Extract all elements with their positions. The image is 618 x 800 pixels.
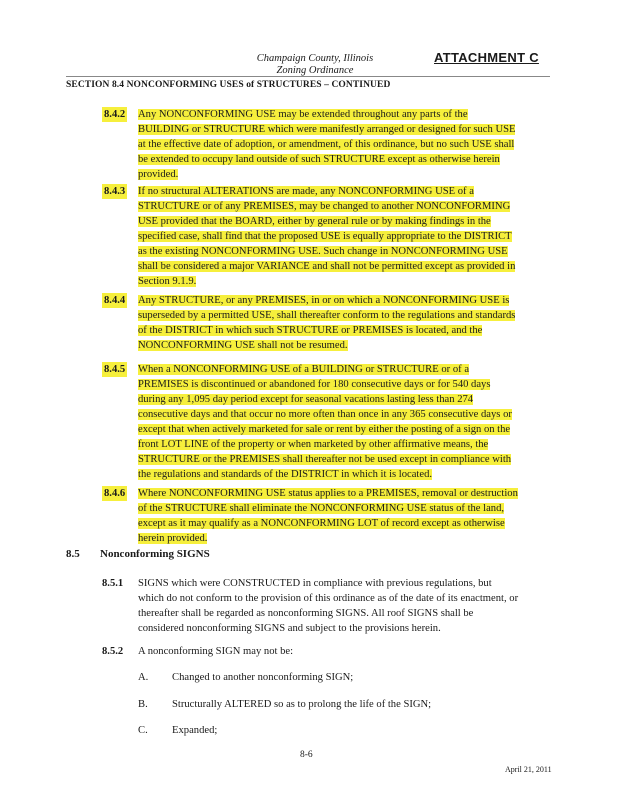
text-line: the regulations and standards of the DISTRICT in which it is located.: [138, 469, 433, 480]
text-line: Where NONCONFORMING USE status applies to a PREMISES, removal or destruction: [138, 488, 518, 499]
header-rule: [66, 76, 550, 77]
text-line: at the effective date of adoption, or amendment, of this ordinance, but no such USE shall: [138, 139, 515, 150]
text-line: consecutive days and that occur no more often than once in any 365 consecutive days or: [138, 409, 512, 420]
text-line: shall be considered a major VARIANCE and shall not be permitted except as provided in: [138, 261, 516, 272]
text-line: Section 9.1.9.: [138, 276, 197, 287]
section-number: 8.5: [66, 548, 80, 560]
text-line: STRUCTURE or the PREMISES shall thereafter not be used except in compliance with: [138, 454, 512, 465]
attachment-label: ATTACHMENT C: [434, 50, 539, 65]
text-line: of the STRUCTURE shall eliminate the NONCONFORMING USE status of the land,: [138, 503, 505, 514]
ordinance-name: Zoning Ordinance: [276, 65, 354, 76]
text-line: If no structural ALTERATIONS are made, any NONCONFORMING USE of a: [138, 186, 474, 197]
text-line: thereafter shall be regarded as nonconforming SIGNS. All roof SIGNS shall be: [138, 608, 474, 619]
paragraph-text: [138, 362, 558, 482]
list-text: Expanded;: [172, 725, 218, 736]
text-line: provided.: [138, 169, 179, 180]
text-line: considered nonconforming SIGNS and subject to the provisions herein.: [138, 623, 441, 634]
text-line: BUILDING or STRUCTURE which were manifestly arranged or designed for such USE: [138, 124, 516, 135]
section-heading: SECTION 8.4 NONCONFORMING USES of STRUCTURES – CONTINUED: [66, 80, 391, 90]
paragraph-number: 8.4.6: [104, 488, 126, 499]
paragraph-number: 8.4.5: [104, 364, 126, 375]
text-line: herein provided.: [138, 533, 208, 544]
text-line: Any NONCONFORMING USE may be extended throughout any parts of the: [138, 109, 468, 120]
text-line: except that when actively marketed for sale or rent by either the posting of a sign on the: [138, 424, 511, 435]
text-line: SIGNS which were CONSTRUCTED in compliance with previous regulations, but: [138, 578, 492, 589]
text-line: USE provided that the BOARD, either by general rule or by making findings in the: [138, 216, 491, 227]
text-line: superseded by a permitted USE, shall thereafter conform to the regulations and standards: [138, 310, 516, 321]
list-letter: C.: [138, 725, 148, 736]
text-line: STRUCTURE or of any PREMISES, may be changed to another NONCONFORMING: [138, 201, 511, 212]
revision-date: April 21, 2011: [505, 765, 552, 774]
text-line: be extended to occupy land outside of such STRUCTURE except as otherwise herein: [138, 154, 500, 165]
paragraph-text: A nonconforming SIGN may not be:: [138, 646, 294, 657]
list-text: Structurally ALTERED so as to prolong the life of the SIGN;: [172, 699, 432, 710]
paragraph-text: [138, 576, 558, 636]
text-line: When a NONCONFORMING USE of a BUILDING or STRUCTURE or of a: [138, 364, 470, 375]
paragraph-number: 8.4.4: [104, 295, 126, 306]
section-title: Nonconforming SIGNS: [100, 548, 210, 560]
page-number: 8-6: [300, 750, 313, 760]
list-letter: B.: [138, 699, 148, 710]
text-line: PREMISES is discontinued or abandoned for 180 consecutive days or for 540 days: [138, 379, 491, 390]
text-line: NONCONFORMING USE shall not be resumed.: [138, 340, 348, 351]
county-name: Champaign County, Illinois: [256, 53, 374, 64]
text-line: of the DISTRICT in which such STRUCTURE or PREMISES is located, and the: [138, 325, 483, 336]
section-8-5-heading: [66, 548, 210, 560]
paragraph-text: [138, 293, 558, 353]
text-line: during any 1,095 day period except for seasonal vacations lasting less than 274: [138, 394, 474, 405]
text-line: which do not conform to the provision of this ordinance as of the date of its enactment, or: [138, 593, 519, 604]
text-line: except as it may qualify as a NONCONFORMING LOT of record except as otherwise: [138, 518, 505, 529]
list-letter: A.: [138, 672, 149, 683]
text-line: specified case, shall find that the proposed USE is equally appropriate to the DISTRICT: [138, 231, 512, 242]
document-header: [215, 53, 415, 77]
paragraph-text: [138, 486, 558, 546]
paragraph-text: [138, 107, 558, 182]
text-line: Any STRUCTURE, or any PREMISES, in or on which a NONCONFORMING USE is: [138, 295, 510, 306]
paragraph-number: 8.5.2: [102, 646, 124, 657]
paragraph-number: 8.5.1: [102, 578, 124, 589]
list-text: Changed to another nonconforming SIGN;: [172, 672, 354, 683]
paragraph-number: 8.4.2: [104, 109, 126, 120]
paragraph-text: [138, 184, 558, 289]
text-line: front LOT LINE of the property or when marketed by other affirmative means, the: [138, 439, 489, 450]
text-line: as the existing NONCONFORMING USE. Such change in NONCONFORMING USE: [138, 246, 508, 257]
paragraph-number: 8.4.3: [104, 186, 126, 197]
